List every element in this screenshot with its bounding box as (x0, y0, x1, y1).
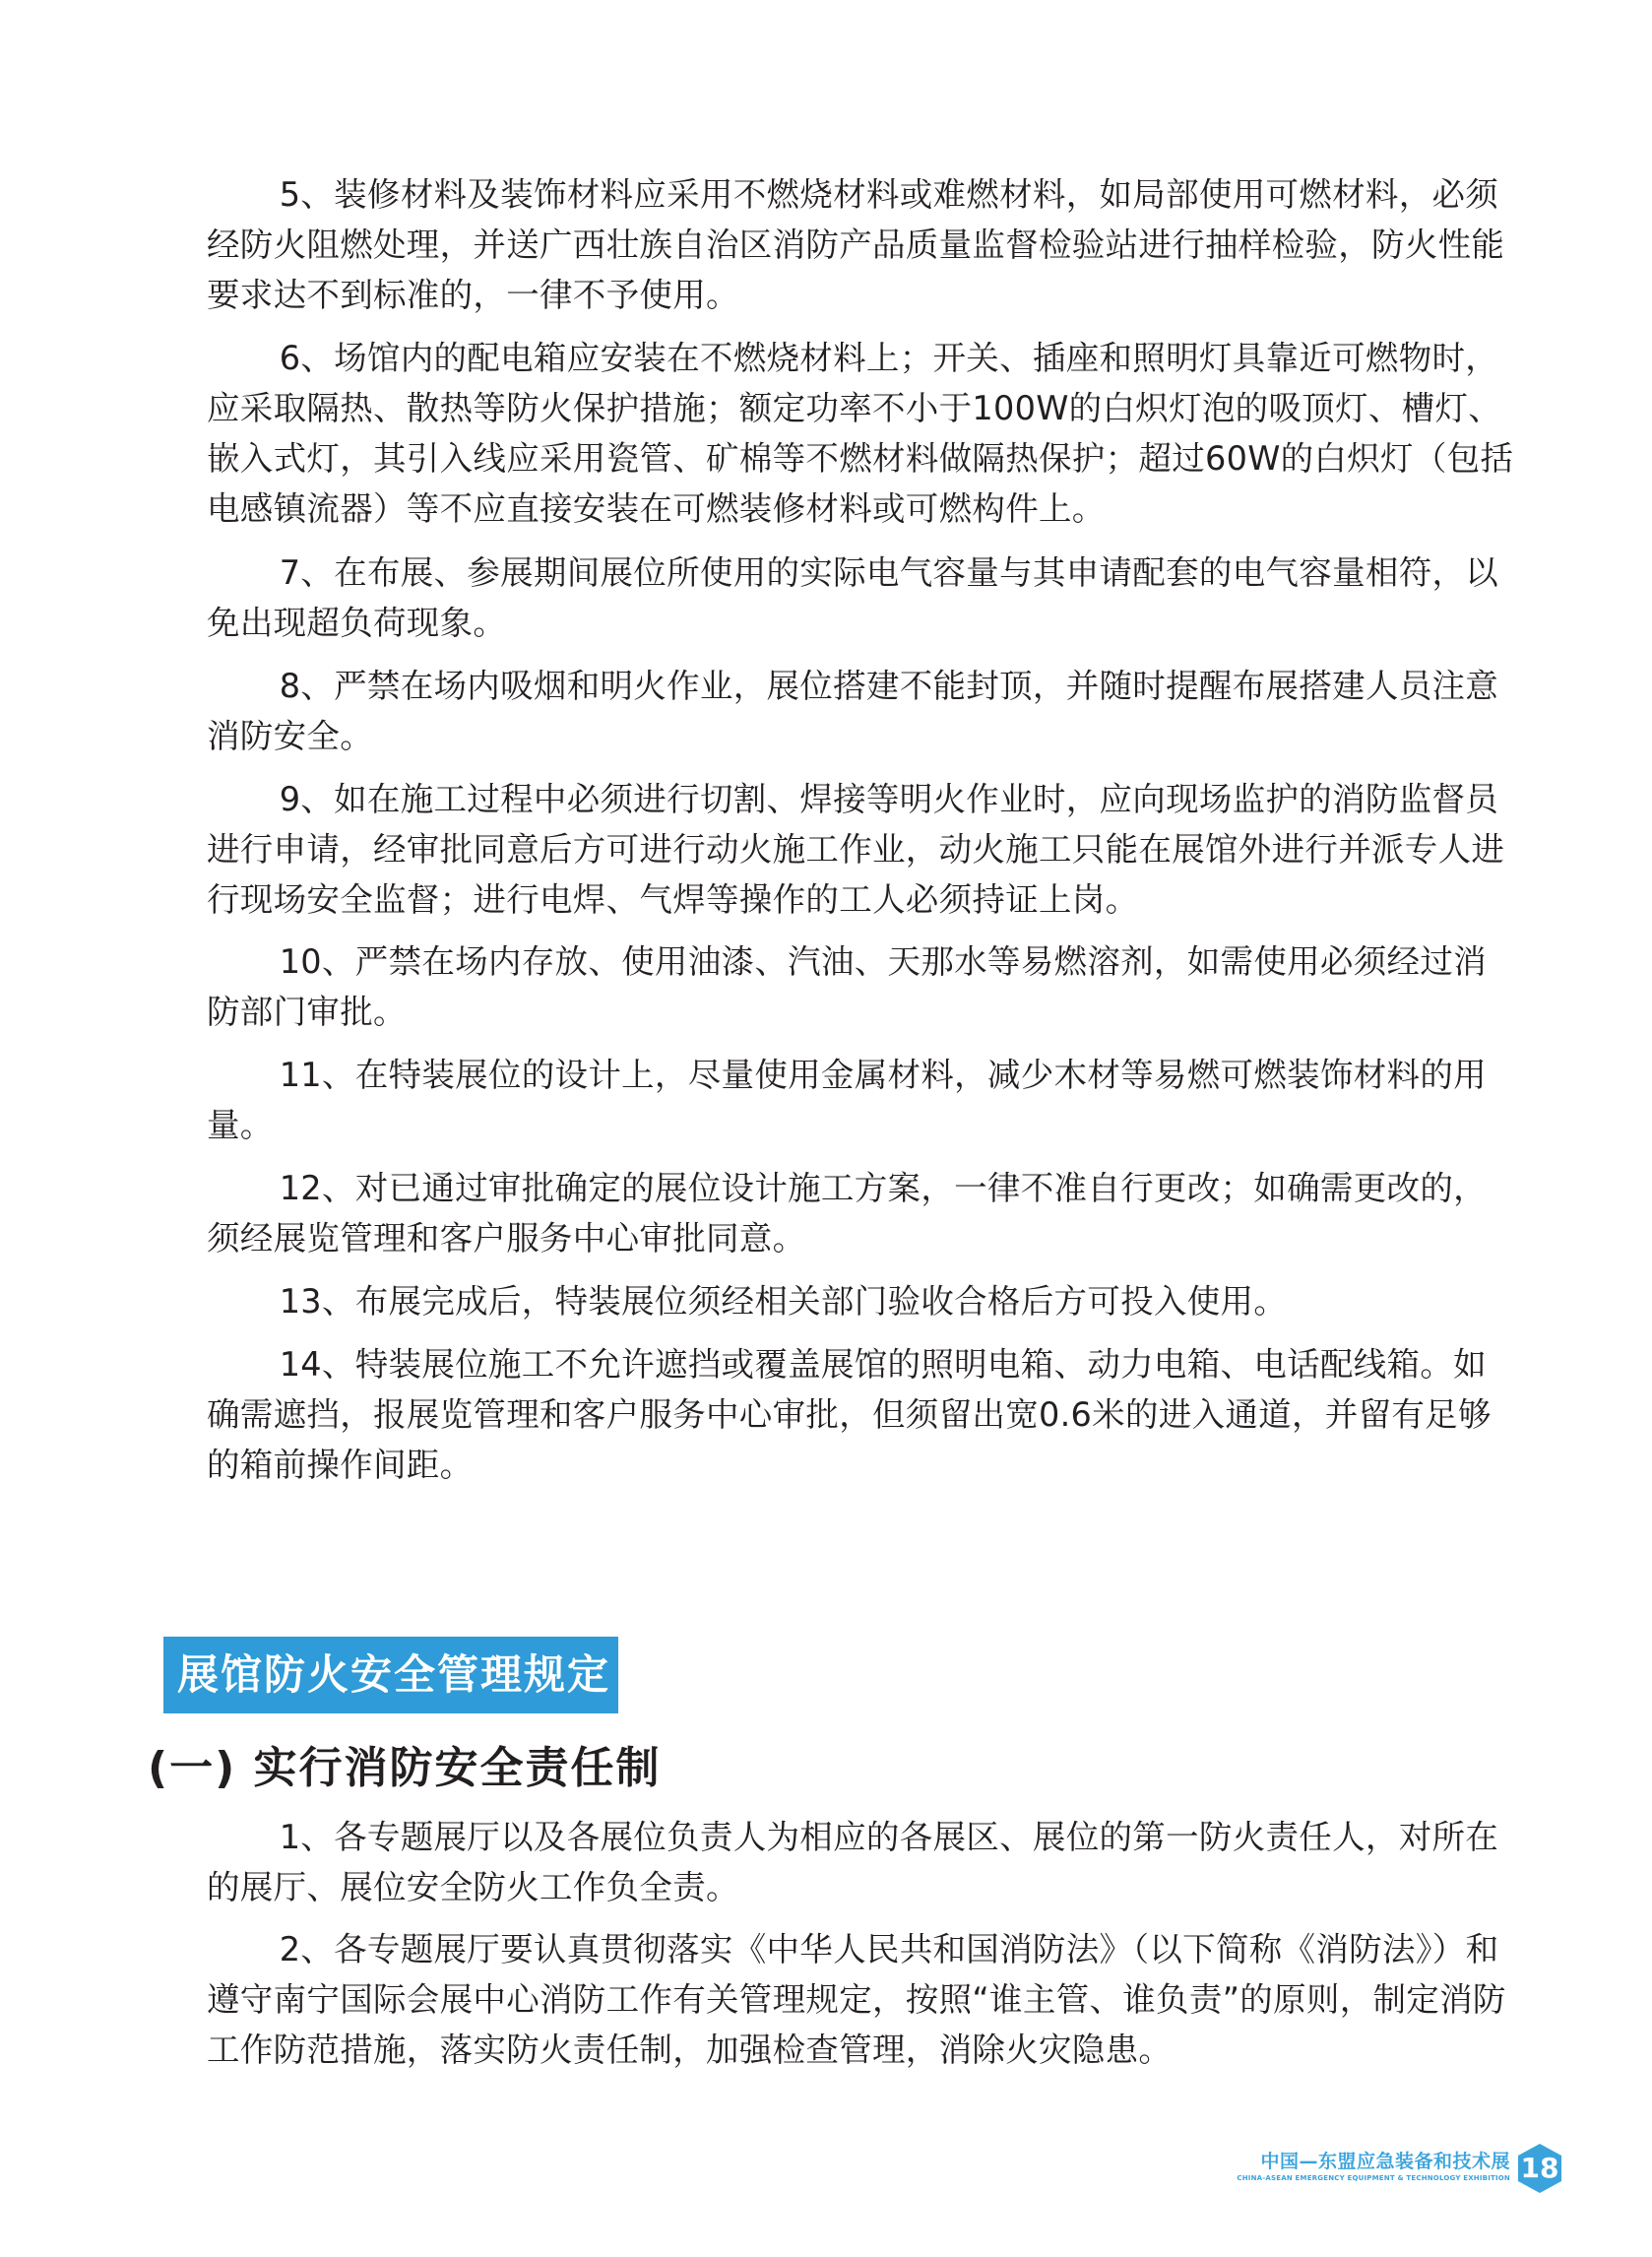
paragraph-item-5: 5、装修材料及装饰材料应采用不燃烧材料或难燃材料，如局部使用可燃材料，必须经防火阻燃处理，并送广西壮族自治区消防产品质量监督检验站进行抽样检验，防火性能要求达不到标准的，一律不予使用。 (207, 175, 1505, 314)
paragraph-item-b2: 2、各专题展厅要认真贯彻落实《中华人民共和国消防法》（以下简称《消防法》）和遵守南宁国际会展中心消防工作有关管理规定，按照“谁主管、谁负责”的原则，制定消防工作防范措施，落实防火责任制，加强检查管理，消除火灾隐患。 (207, 1930, 1506, 2069)
paragraph-item-8: 8、严禁在场内吸烟和明火作业，展位搭建不能封顶，并随时提醒布展搭建人员注意消防安全。 (207, 667, 1499, 755)
page-number: 18 (1520, 2152, 1559, 2184)
subheading: (一) 实行消防安全责任制 (148, 1743, 662, 1793)
paragraph-item-11: 11、在特装展位的设计上，尽量使用金属材料，减少木材等易燃可燃装饰材料的用量。 (207, 1056, 1487, 1144)
section-title-banner: 展馆防火安全管理规定 (163, 1637, 618, 1713)
paragraph-item-6: 6、场馆内的配电箱应安装在不燃烧材料上；开关、插座和照明灯具靠近可燃物时，应采取隔热、散热等防火保护措施；额定功率不小于100W的白炽灯泡的吸顶灯、槽灯、嵌入式灯，其引入线应采用瓷管、矿棉等不燃材料做隔热保护；超过60W的白炽灯（包括电感镇流器）等不应直接安装在可燃装修材料或可燃构件上。 (207, 339, 1514, 528)
paragraph-item-9: 9、如在施工过程中必须进行切割、焊接等明火作业时，应向现场监护的消防监督员进行申请，经审批同意后方可进行动火施工作业，动火施工只能在展馆外进行并派专人进行现场安全监督；进行电焊、气焊等操作的工人必须持证上岗。 (207, 780, 1505, 919)
footer-title-cn: 中国—东盟应急装备和技术展 (1260, 2151, 1510, 2172)
paragraph-item-7: 7、在布展、参展期间展位所使用的实际电气容量与其申请配套的电气容量相符，以免出现超负荷现象。 (207, 553, 1499, 642)
footer (1229, 2143, 1573, 2202)
paragraph-item-10: 10、严禁在场内存放、使用油漆、汽油、天那水等易燃溶剂，如需使用必须经过消防部门审批。 (207, 942, 1487, 1031)
paragraph-item-14: 14、特装展位施工不允许遮挡或覆盖展馆的照明电箱、动力电箱、电话配线箱。如确需遮挡，报展览管理和客户服务中心审批，但须留出宽0.6米的进入通道，并留有足够的箱前操作间距。 (207, 1345, 1492, 1484)
footer-title-en: CHINA-ASEAN EMERGENCY EQUIPMENT & TECHNOLOGY EXHIBITION (1237, 2174, 1510, 2182)
paragraph-item-b1: 1、各专题展厅以及各展位负责人为相应的各展区、展位的第一防火责任人，对所在的展厅、展位安全防火工作负全责。 (207, 1818, 1499, 1906)
page-number-badge (1516, 2143, 1563, 2194)
paragraph-item-13: 13、布展完成后，特装展位须经相关部门验收合格后方可投入使用。 (279, 1282, 1288, 1321)
paragraph-item-12: 12、对已通过审批确定的展位设计施工方案，一律不准自行更改；如确需更改的，须经展览管理和客户服务中心审批同意。 (207, 1169, 1487, 1257)
